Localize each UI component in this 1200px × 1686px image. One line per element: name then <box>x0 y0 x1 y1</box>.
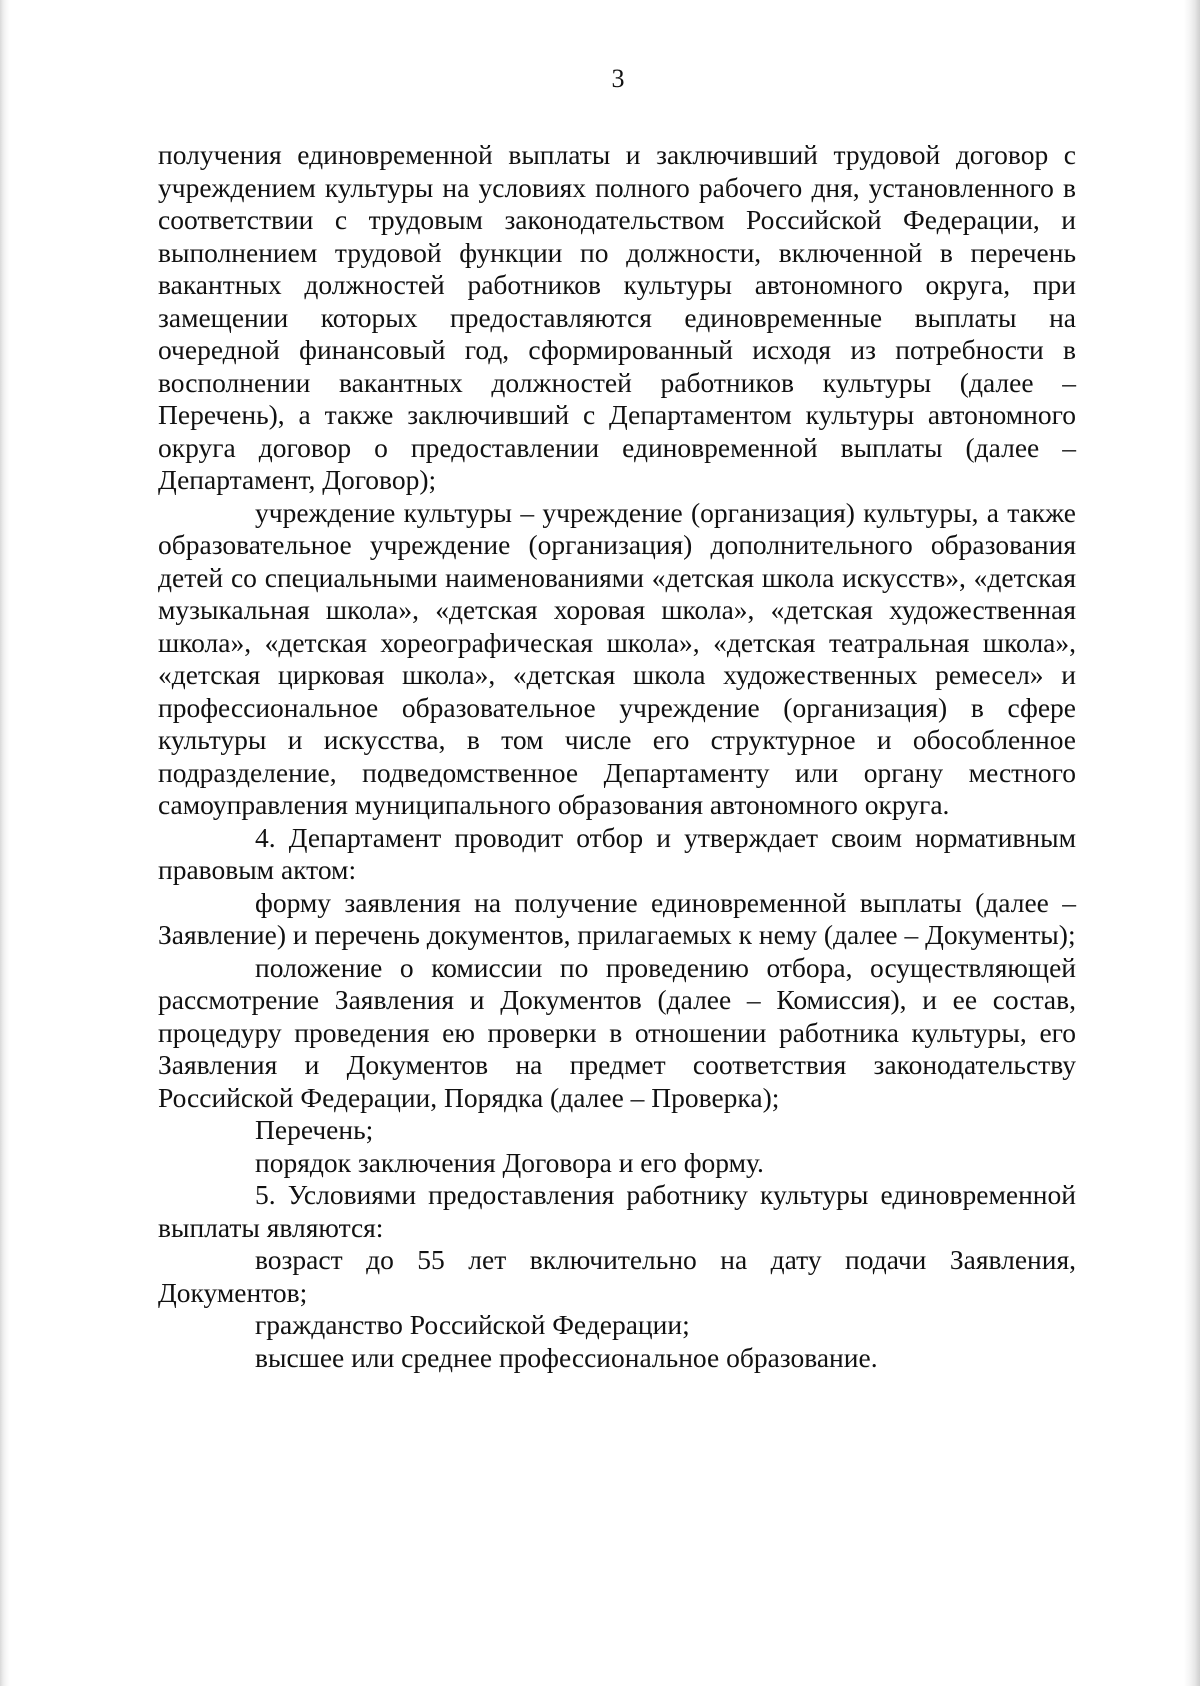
paragraph-5: положение о комиссии по проведению отбора, осуществляющей рассмотрение Заявления и Документов (далее – Комиссия), и ее состав, процедуру проведения ею проверки в отношении работника культуры, его Заявления и Документов на предмет соответствия законодательству Российской Федерации, Порядка (далее – Проверка); <box>158 951 1076 1113</box>
page-number: 3 <box>611 64 625 93</box>
paragraph-4: форму заявления на получение единовременной выплаты (далее – Заявление) и перечень документов, прилагаемых к нему (далее – Документы); <box>158 886 1076 950</box>
paragraph-10: гражданство Российской Федерации; <box>255 1309 690 1340</box>
paragraph-2: учреждение культуры – учреждение (организация) культуры, а также образовательное учреждение (организация) дополнительного образования детей со специальными наименованиями «детская школа искусств», «детская музыкальная школа», «детская хоровая школа», «детская художественная школа», «детская хореографическая школа», «детская театральная школа», «детская цирковая школа», «детская школа художественных ремесел» и профессиональное образовательное учреждение (организация) в сфере культуры и искусства, в том числе его структурное и обособленное подразделение, подведомственное Департаменту или органу местного самоуправления муниципального образования автономного округа. <box>158 496 1076 820</box>
document-body <box>158 139 1076 1374</box>
paragraph-1: получения единовременной выплаты и заключивший трудовой договор с учреждением культуры на условиях полного рабочего дня, установленного в соответствии с трудовым законодательством Российской Федерации, и выполнением трудовой функции по должности, включенной в перечень вакантных должностей работников культуры автономного округа, при замещении которых предоставляются единовременные выплаты на очередной финансовый год, сформированный исходя из потребности в восполнении вакантных должностей работников культуры (далее – Перечень), а также заключивший с Департаментом культуры автономного округа договор о предоставлении единовременной выплаты (далее – Департамент, Договор); <box>158 139 1076 495</box>
paragraph-3: 4. Департамент проводит отбор и утверждает своим нормативным правовым актом: <box>158 821 1076 885</box>
scan-edge-left <box>0 0 10 1686</box>
paragraph-6: Перечень; <box>255 1114 374 1145</box>
scan-edge-right <box>1184 0 1200 1686</box>
paragraph-9: возраст до 55 лет включительно на дату подачи Заявления, Документов; <box>158 1244 1076 1308</box>
paragraph-8: 5. Условиями предоставления работнику культуры единовременной выплаты являются: <box>158 1179 1076 1243</box>
paragraph-7: порядок заключения Договора и его форму. <box>255 1146 764 1178</box>
paragraph-11: высшее или среднее профессиональное образование. <box>255 1341 878 1373</box>
